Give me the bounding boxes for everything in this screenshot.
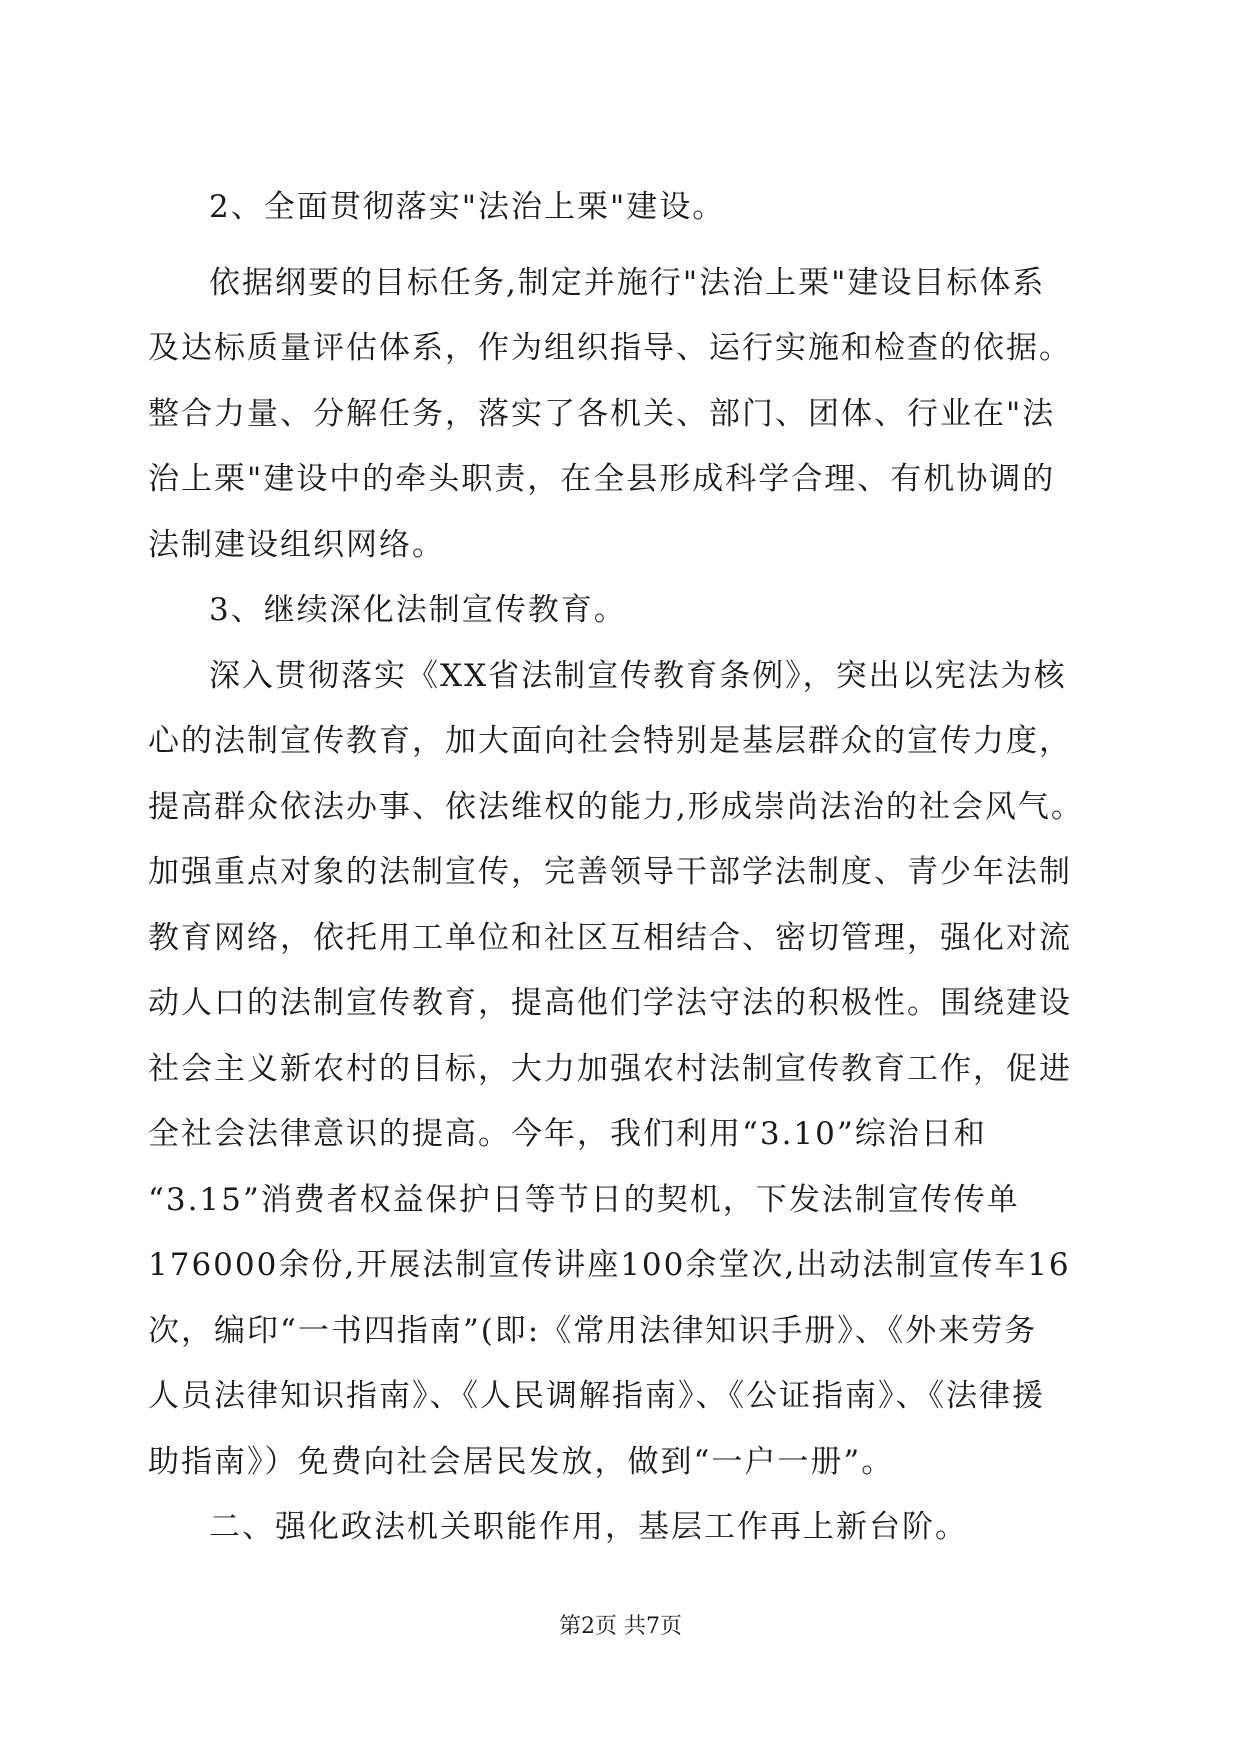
section-heading-2: 2、全面贯彻落实"法治上栗"建设。 — [209, 189, 726, 225]
paragraph-line: 治上栗"建设中的牵头职责，在全县形成科学合理、有机协调的 — [148, 461, 1056, 497]
paragraph-line: 助指南》）免费向社会居民发放，做到“一户一册”。 — [148, 1444, 895, 1480]
paragraph-line: 提高群众依法办事、依法维权的能力,形成崇尚法治的社会风气。 — [148, 789, 1084, 825]
section-heading-3: 3、继续深化法制宣传教育。 — [209, 592, 627, 628]
paragraph-line: 法制建设组织网络。 — [148, 527, 445, 563]
paragraph-line: 动人口的法制宣传教育，提高他们学法守法的积极性。围绕建设 — [148, 985, 1072, 1021]
paragraph-line: 依据纲要的目标任务,制定并施行"法治上栗"建设目标体系 — [209, 265, 1046, 301]
page-footer: 第2页 共7页 — [559, 1614, 682, 1639]
paragraph-line: 深入贯彻落实《XX省法制宣传教育条例》，突出以宪法为核 — [209, 658, 1067, 694]
paragraph-line: 人员法律知识指南》、《人民调解指南》、《公证指南》、《法律援 — [148, 1378, 1045, 1414]
section-heading-ii: 二、强化政法机关职能作用，基层工作再上新台阶。 — [209, 1509, 968, 1545]
paragraph-line: “3.15”消费者权益保护日等节日的契机，下发法制宣传传单 — [148, 1182, 1020, 1218]
paragraph-line: 加强重点对象的法制宣传，完善领导干部学法制度、青少年法制 — [148, 854, 1072, 890]
paragraph-line: 及达标质量评估体系，作为组织指导、运行实施和检查的依据。 — [148, 330, 1072, 366]
paragraph-line: 心的法制宣传教育，加大面向社会特别是基层群众的宣传力度， — [148, 723, 1072, 759]
paragraph-line: 社会主义新农村的目标，大力加强农村法制宣传教育工作，促进 — [148, 1051, 1072, 1087]
paragraph-line: 教育网络，依托用工单位和社区互相结合、密切管理，强化对流 — [148, 920, 1072, 956]
paragraph-line: 整合力量、分解任务，落实了各机关、部门、团体、行业在"法 — [148, 396, 1056, 432]
paragraph-line: 176000余份,开展法制宣传讲座100余堂次,出动法制宣传车16 — [148, 1247, 1071, 1283]
paragraph-line: 全社会法律意识的提高。今年，我们利用“3.10”综治日和 — [148, 1116, 987, 1152]
paragraph-line: 次，编印“一书四指南”(即:《常用法律知识手册》、《外来劳务 — [148, 1313, 1038, 1349]
